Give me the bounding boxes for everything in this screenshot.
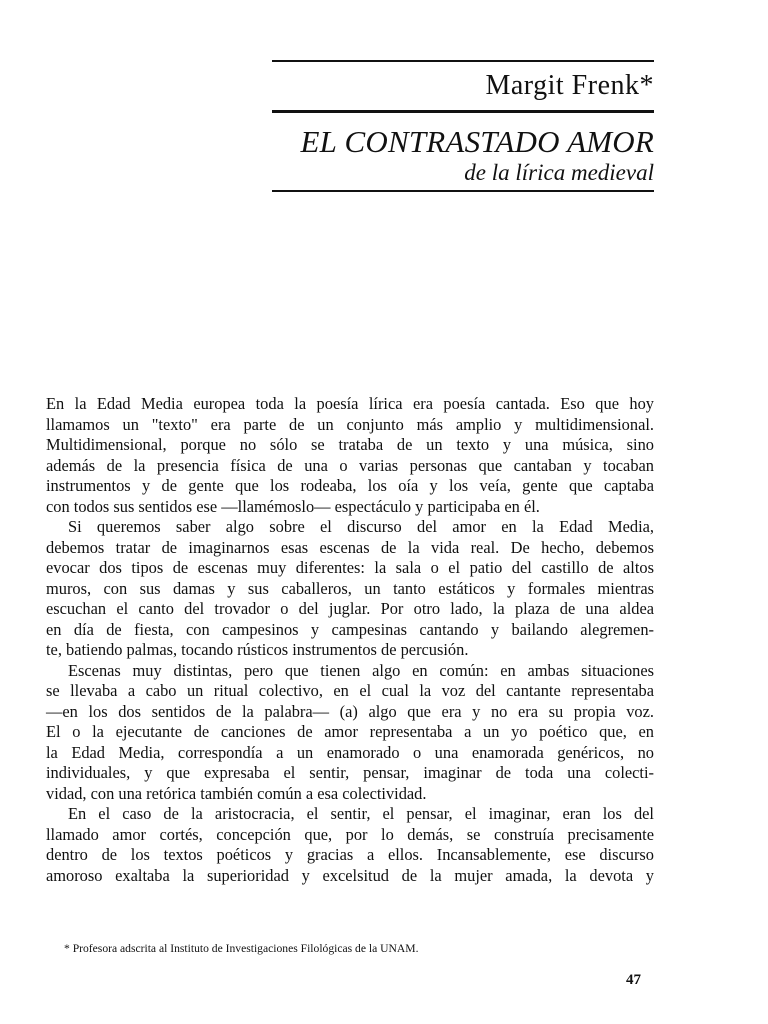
text-line: escuchan el canto del trovador o del juglar. Por otro lado, la plaza de una aldea [46, 599, 654, 618]
article-title: EL CONTRASTADO AMOR [300, 124, 654, 159]
body-text [46, 394, 654, 886]
text-line: En la Edad Media europea toda la poesía lírica era poesía cantada. Eso que hoy [46, 394, 654, 413]
text-line: con todos sus sentidos ese —llamémoslo— espectáculo y participaba en él. [46, 496, 540, 516]
text-line: Si queremos saber algo sobre el discurso del amor en la Edad Media, [68, 517, 654, 536]
footnote: * Profesora adscrita al Instituto de Investigaciones Filológicas de la UNAM. [64, 942, 419, 955]
text-line: Multidimensional, porque no sólo se trataba de un texto y una música, sino [46, 435, 654, 454]
header-rule-top [272, 60, 654, 62]
author-name: Margit Frenk* [485, 70, 654, 101]
text-line: dentro de los textos poéticos y gracias a ellos. Incansablemente, ese discurso [46, 845, 654, 864]
text-line: muros, con sus damas y sus caballeros, un tanto estáticos y formales mientras [46, 578, 654, 598]
text-line: instrumentos y de gente que los rodeaba, los oía y los veía, gente que captaba [46, 476, 654, 495]
text-line: debemos tratar de imaginarnos esas escenas de la vida real. De hecho, debemos [46, 537, 654, 557]
text-line: El o la ejecutante de canciones de amor representaba a un yo poético que, en [46, 722, 654, 741]
text-line: evocar dos tipos de escenas muy diferentes: la sala o el patio del castillo de altos [46, 558, 654, 577]
text-line: En el caso de la aristocracia, el sentir, el pensar, el imaginar, eran los del [68, 804, 654, 823]
text-line: la Edad Media, correspondía a un enamorado o una enamorada genéricos, no [46, 742, 654, 762]
header-rule-bottom [272, 190, 654, 192]
text-line: individuales, y que expresaba el sentir, pensar, imaginar de toda una colecti- [46, 763, 654, 782]
text-line: Escenas muy distintas, pero que tienen algo en común: en ambas situaciones [68, 660, 654, 680]
text-line: llamado amor cortés, concepción que, por lo demás, se construía precisamente [46, 824, 654, 844]
text-line: en día de fiesta, con campesinos y campesinas cantando y bailando alegremen- [46, 619, 654, 639]
text-line: vidad, con una retórica también común a esa colectividad. [46, 783, 427, 803]
text-line: —en los dos sentidos de la palabra— (a) algo que era y no era su propia voz. [46, 701, 654, 721]
text-line: te, batiendo palmas, tocando rústicos instrumentos de percusión. [46, 640, 469, 659]
article-subtitle: de la lírica medieval [464, 160, 654, 185]
text-line: además de la presencia física de una o varias personas que cantaban y tocaban [46, 455, 654, 475]
header-rule-middle [272, 110, 654, 113]
text-line: amoroso exaltaba la superioridad y excelsitud de la mujer amada, la devota y [46, 865, 654, 885]
text-line: se llevaba a cabo un ritual colectivo, en el cual la voz del cantante representaba [46, 681, 654, 700]
page-number: 47 [626, 972, 641, 988]
text-line: llamamos un "texto" era parte de un conjunto más amplio y multidimensional. [46, 414, 654, 434]
